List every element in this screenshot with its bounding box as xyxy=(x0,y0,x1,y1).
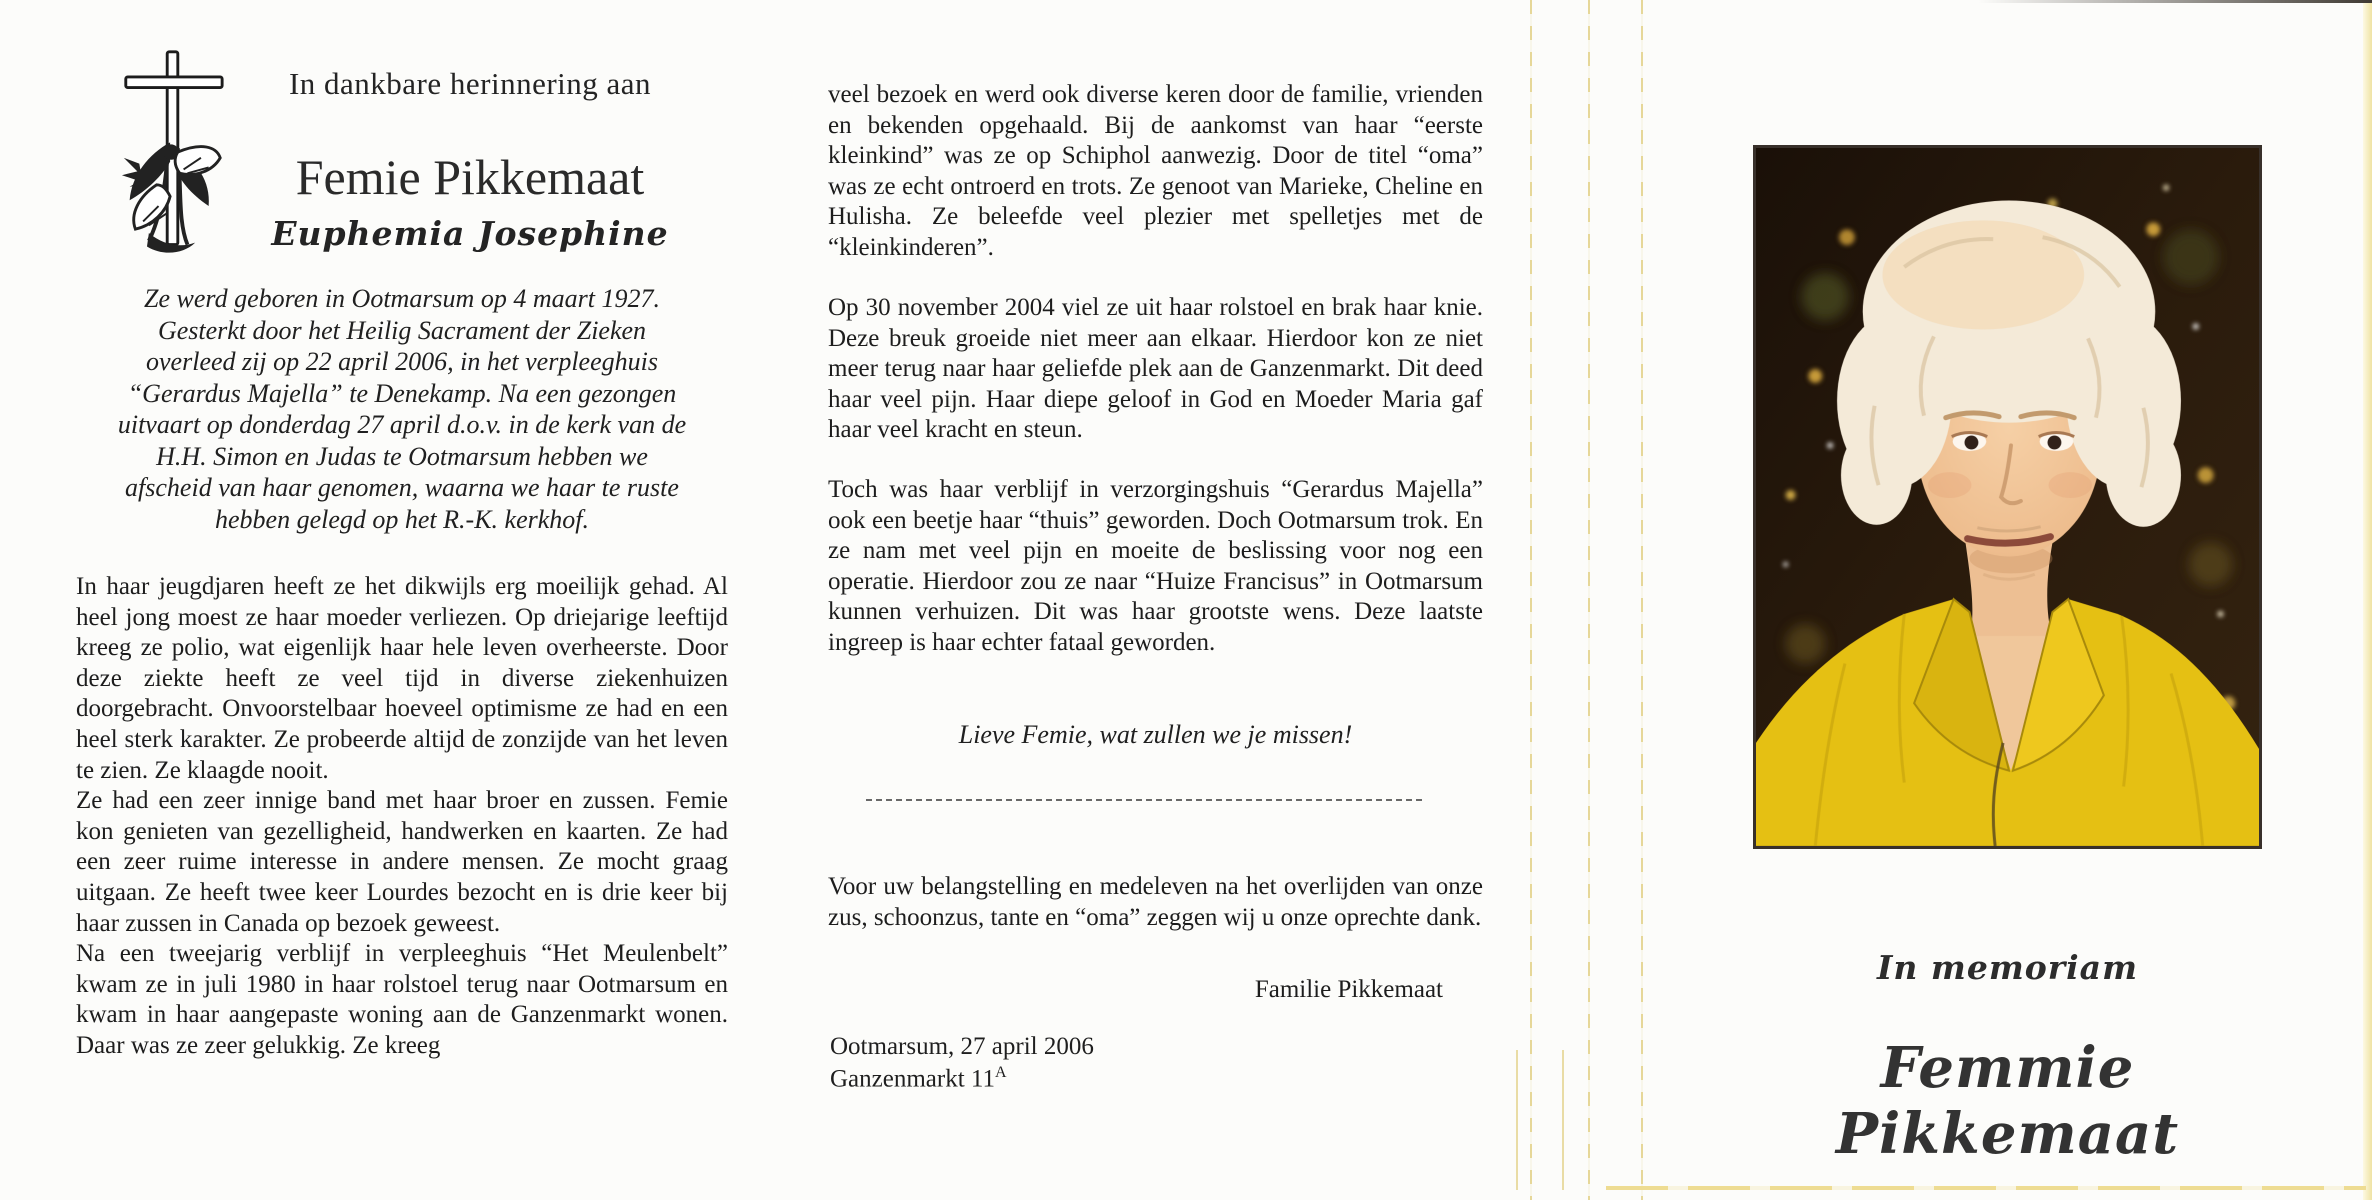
cover-gold-border xyxy=(1606,1186,2366,1190)
fold-line xyxy=(1641,0,1643,1200)
intro-line: “Gerardus Majella” te Denekamp. Na een gezongen xyxy=(127,378,677,408)
memorial-paragraph: Op 30 november 2004 viel ze uit haar rolstoel en brak haar knie. Deze breuk groeide niet meer aan elkaar. Hierdoor kon ze niet meer terug naar haar geliefde plek aan de Ganzenmarkt. Dit deed haar veel pijn. Haar diepe geloof in God en Moeder Maria gaf haar veel kracht en steun. xyxy=(828,294,1483,444)
intro-line: hebben gelegd op het R.-K. kerkhof. xyxy=(215,504,589,534)
farewell-line: Lieve Femie, wat zullen we je missen! xyxy=(958,720,1353,749)
address-line xyxy=(830,1064,1007,1093)
thanks-paragraph: Voor uw belangstelling en medeleven na het overlijden van onze zus, schoonzus, tante en “oma” zeggen wij u onze oprechte dank. xyxy=(828,873,1483,931)
deceased-name-title: Femie Pikkemaat xyxy=(295,149,645,205)
in-memoriam-label: In memoriam xyxy=(1877,948,2138,987)
family-signature: Familie Pikkemaat xyxy=(1254,976,1443,1003)
life-story-paragraph: In haar jeugdjaren heeft ze het dikwijls erg moeilijk gehad. Al heel jong moest ze haar moeder verliezen. Op driejarige leeftijd kreeg ze polio, wat eigenlijk haar hele leven overheerste. Door deze ziekte heeft ze veel tijd in diverse ziekenhuizen doorgebracht. Onvoorstelbaar hoeveel optimisme ze had en een heel sterk karakter. Ze probeerde altijd de zonzijde van het leven te zien. Ze klaagde nooit. xyxy=(76,573,728,784)
cover-name: Femmie Pikkemaat xyxy=(1835,1035,2180,1167)
fold-line xyxy=(1530,0,1532,1200)
intro-line: uitvaart op donderdag 27 april d.o.v. in de kerk van de xyxy=(117,410,687,439)
intro-verse xyxy=(76,283,728,535)
address-text: Ganzenmarkt 11 xyxy=(830,1065,995,1093)
date-place-line: Ootmarsum, 27 april 2006 xyxy=(830,1033,1094,1060)
life-story-paragraph: Na een tweejarig verblijf in verpleeghuis “Het Meulenbelt” kwam ze in juli 1980 in haar rolstoel terug naar Ootmarsum en kwam in haar aangepaste woning aan de Ganzenmarkt wonen. Daar was ze zeer gelukkig. Ze kreeg xyxy=(76,940,728,1059)
memorial-paragraph: Toch was haar verblijf in verzorgingshuis “Gerardus Majella” ook een beetje haar “thuis” geworden. Doch Ootmarsum trok. En ze nam met veel pijn en moeite de beslissing voor nog een operatie. Hierdoor zou ze naar “Huize Francisus” in Ootmarsum kunnen verhuizen. Dit was haar grootste wens. Deze laatste ingreep is haar echter fataal geworden. xyxy=(828,476,1483,656)
scan-edge-shadow xyxy=(1978,0,2372,3)
intro-line: afscheid van haar genomen, waarna we haar te ruste xyxy=(125,473,679,502)
dashed-divider xyxy=(866,799,1422,801)
fold-line xyxy=(1516,1050,1518,1190)
baptismal-name: Euphemia Josephine xyxy=(271,214,669,253)
fold-line xyxy=(1562,1050,1564,1190)
life-story xyxy=(76,572,728,1062)
life-story-paragraph: Ze had een zeer innige band met haar broer en zussen. Femie kon genieten van gezelligheid, handwerken en kaarten. Ze had een zeer ruime interesse in andere mensen. Ze mocht graag uitgaan. Ze heeft twee keer Lourdes bezocht en is drie keer bij haar zussen in Canada op bezoek geweest. xyxy=(76,787,728,937)
cover-edge-stripe xyxy=(2363,0,2372,1200)
portrait-photo xyxy=(1753,145,2262,849)
intro-line: H.H. Simon en Judas te Ootmarsum hebben we xyxy=(156,441,648,471)
intro-line: overleed zij op 22 april 2006, in het verpleeghuis xyxy=(146,347,658,376)
inside-right-page xyxy=(828,0,1483,1200)
fold-line xyxy=(1588,0,1590,1200)
cross-lily-icon xyxy=(120,48,226,262)
intro-line: Gesterkt door het Heilig Sacrament der Zieken xyxy=(157,315,647,345)
dedication-line: In dankbare herinnering aan xyxy=(288,66,652,101)
address-superscript: A xyxy=(994,1064,1007,1081)
intro-line: Ze werd geboren in Ootmarsum op 4 maart 1927. xyxy=(144,284,660,313)
memorial-paragraph: veel bezoek en werd ook diverse keren door de familie, vrienden en bekenden opgehaald. Bij de aankomst van haar “eerste kleinkind” was ze op Schiphol aanwezig. Door de titel “oma” was ze echt ontroerd en trots. Ze genoot van Marieke, Cheline en Hulisha. Ze beleefde veel plezier met spelletjes met de “kleinkinderen”. xyxy=(828,81,1483,261)
